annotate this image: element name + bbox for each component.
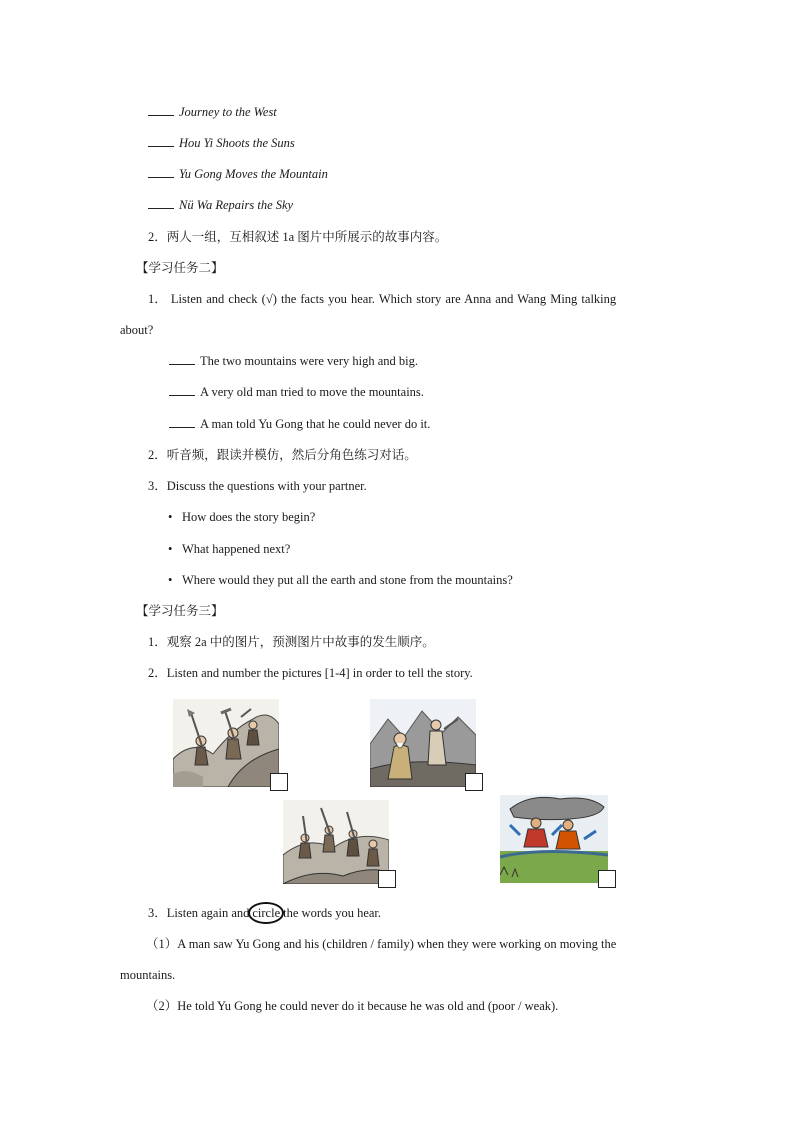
- task3-q2: 2．Listen and number the pictures [1-4] in order to tell the story.: [148, 666, 473, 680]
- sentence-2: （2）He told Yu Gong he could never do it because he was old and (poor / weak).: [146, 999, 559, 1013]
- story-item-1: Journey to the West: [148, 104, 277, 120]
- task2-q2: 2．听音频，跟读并模仿，然后分角色练习对话。: [148, 448, 417, 462]
- story-picture-2: [370, 699, 476, 787]
- gods-carry-mountains-illustration: [500, 795, 608, 883]
- answer-blank[interactable]: [148, 104, 174, 116]
- task3-q3: 3．Listen again and circle the words you hear.: [148, 905, 381, 921]
- picture-4-number-box[interactable]: [598, 870, 616, 888]
- task2-q1-line1: 1． Listen and check (√) the facts you hear. Which story are Anna and Wang Ming talking: [148, 292, 617, 306]
- fact-item-2: A very old man tried to move the mountains.: [169, 384, 424, 400]
- question-item-2: • What happened next?: [168, 542, 291, 556]
- story-picture-1: [173, 699, 279, 787]
- question-item-3: • Where would they put all the earth and stone from the mountains?: [168, 573, 513, 587]
- picture-2-number-box[interactable]: [465, 773, 483, 791]
- fact-item-3: A man told Yu Gong that he could never do it.: [169, 416, 430, 432]
- answer-blank[interactable]: [148, 197, 174, 209]
- story-item-3: Yu Gong Moves the Mountain: [148, 166, 328, 182]
- task2-heading: 【学习任务二】: [136, 261, 224, 275]
- sentence-1-line1: （1）A man saw Yu Gong and his (children / family) when they were working on moving the: [146, 937, 617, 951]
- fact-item-1: The two mountains were very high and big.: [169, 353, 418, 369]
- story-picture-4: [500, 795, 608, 883]
- check-blank[interactable]: [169, 353, 195, 365]
- bullet-icon: •: [168, 510, 173, 524]
- answer-blank[interactable]: [148, 135, 174, 147]
- task3-q1: 1．观察 2a 中的图片，预测图片中故事的发生顺序。: [148, 635, 435, 649]
- answer-blank[interactable]: [148, 166, 174, 178]
- old-man-talking-illustration: [370, 699, 476, 787]
- task3-heading: 【学习任务三】: [136, 604, 224, 618]
- bullet-icon: •: [168, 542, 173, 556]
- story-item-4: Nü Wa Repairs the Sky: [148, 197, 293, 213]
- picture-3-number-box[interactable]: [378, 870, 396, 888]
- story-item-2: Hou Yi Shoots the Suns: [148, 135, 295, 151]
- sentence-1-line2: mountains.: [120, 968, 176, 982]
- task1-item-2: 2．两人一组，互相叙述 1a 图片中所展示的故事内容。: [148, 230, 448, 244]
- task2-q1-line2: about?: [120, 323, 154, 337]
- story-picture-3: [283, 800, 389, 884]
- check-blank[interactable]: [169, 416, 195, 428]
- family-hammering-illustration: [283, 800, 389, 884]
- workers-digging-illustration: [173, 699, 279, 787]
- task2-q3: 3．Discuss the questions with your partner.: [148, 479, 367, 493]
- picture-1-number-box[interactable]: [270, 773, 288, 791]
- check-blank[interactable]: [169, 384, 195, 396]
- circled-word: circle: [248, 902, 284, 924]
- question-item-1: • How does the story begin?: [168, 510, 316, 524]
- bullet-icon: •: [168, 573, 173, 587]
